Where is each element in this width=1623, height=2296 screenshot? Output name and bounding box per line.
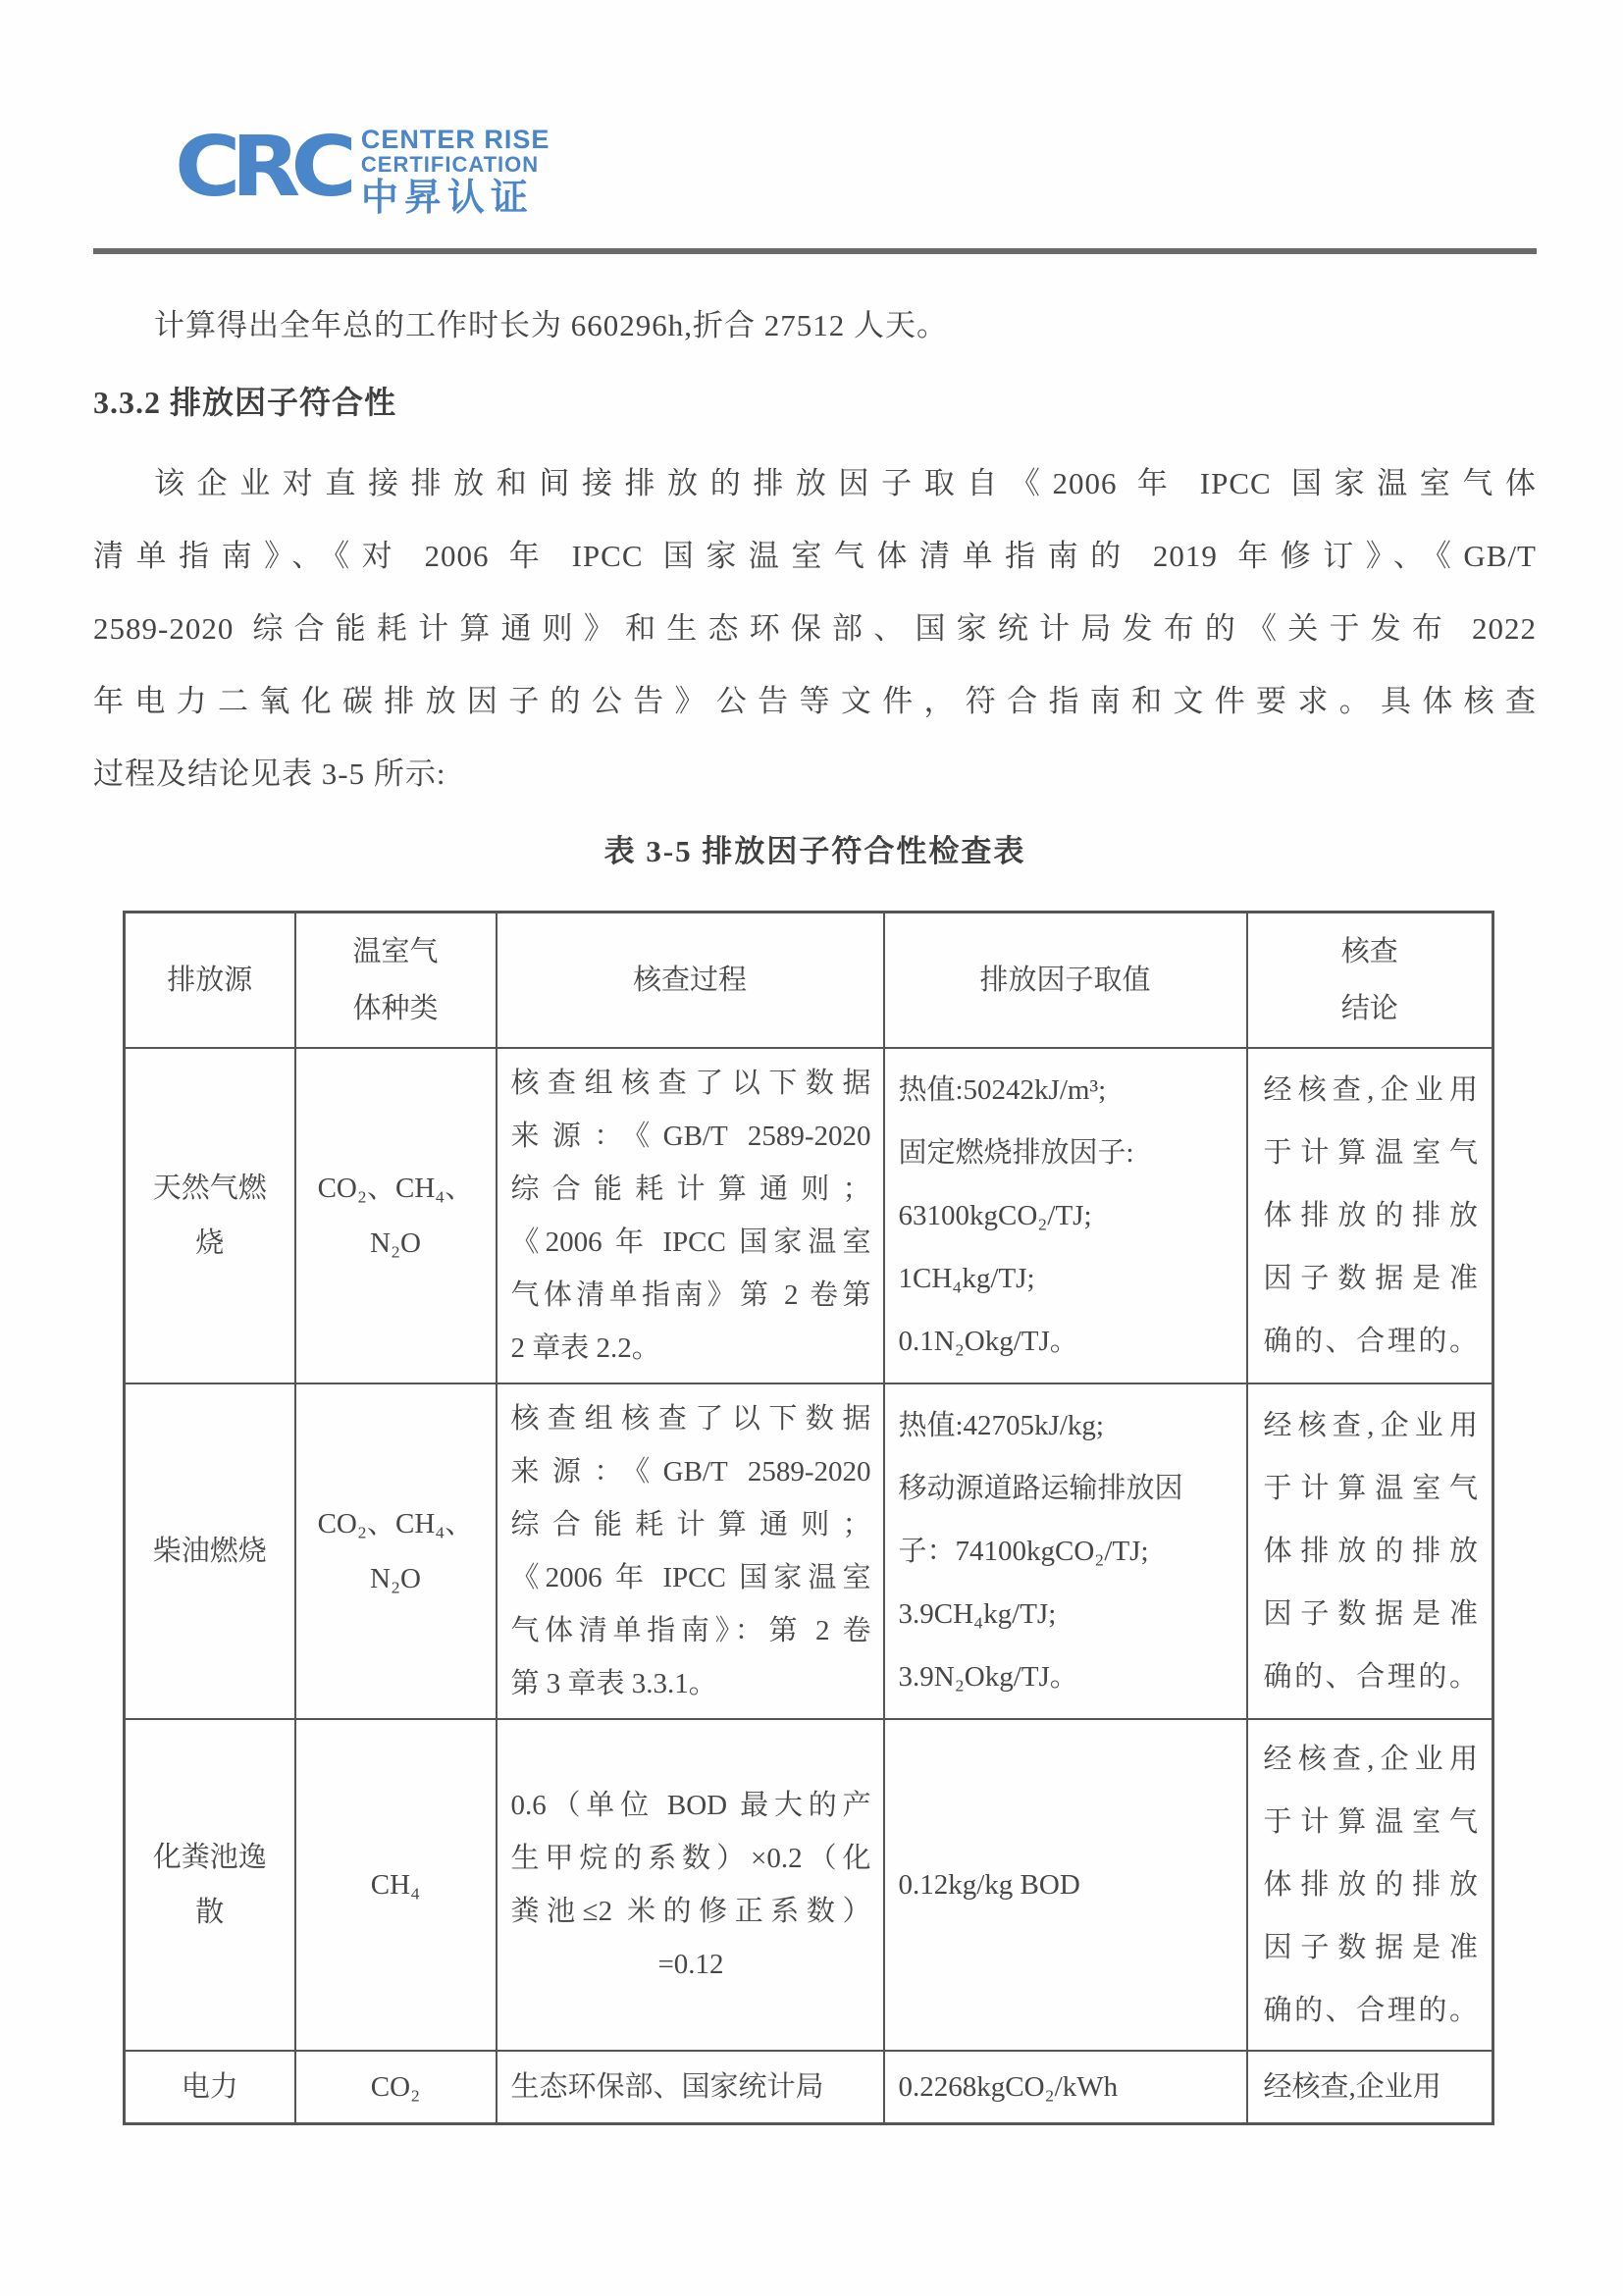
table-header-row <box>125 913 1493 1048</box>
cell-conclusion: 经核查,企业用 于计算温室气 体排放的排放 因子数据是准 确的、合理的。 <box>1247 1719 1493 2051</box>
cell-source: 化粪池逸 散 <box>125 1719 295 2051</box>
page-content <box>93 263 1537 2125</box>
logo-line-chinese-name: 中昇认证 <box>360 178 534 219</box>
table-row-septic-tank <box>125 1719 1493 2051</box>
cell-process: 核查组核查了以下数据 来源：《GB/T 2589-2020 综合能耗计算通则； 《2006 年 IPCC 国家温室 气体清单指南》：第 2 卷 第 3 章表 3.3.1。 <box>497 1383 884 1719</box>
cell-factor: 热值:50242kJ/m³; 固定燃烧排放因子: 63100kgCO₂/TJ; 1CH₄kg/TJ; 0.1N₂Okg/TJ。 <box>884 1048 1247 1383</box>
col-header-source: 排放源 <box>125 913 295 1048</box>
col-header-conclusion: 核查 结论 <box>1247 913 1493 1048</box>
cell-conclusion: 经核查,企业用 <box>1247 2051 1493 2124</box>
col-header-gases: 温室气 体种类 <box>295 913 497 1048</box>
cell-gases: CO₂ <box>295 2051 497 2124</box>
table-title: 表 3-5 排放因子符合性检查表 <box>603 834 1026 868</box>
intro-paragraph: 计算得出全年总的工作时长为 660296h,折合 27512 人天。 <box>154 308 948 342</box>
cell-source: 柴油燃烧 <box>125 1383 295 1719</box>
cell-factor: 0.12kg/kg BOD <box>884 1719 1247 2051</box>
cell-conclusion: 经核查,企业用 于计算温室气 体排放的排放 因子数据是准 确的、合理的。 <box>1247 1383 1493 1719</box>
cell-source: 电力 <box>125 2051 295 2124</box>
logo-line-certification: CERTIFICATION <box>360 152 540 177</box>
cell-factor: 热值:42705kJ/kg; 移动源道路运输排放因 子：74100kgCO₂/TJ; 3.9CH₄kg/TJ; 3.9N₂Okg/TJ。 <box>884 1383 1247 1719</box>
crc-logo <box>175 118 550 220</box>
cell-process: 生态环保部、国家统计局 <box>497 2051 884 2124</box>
cell-gases: CO₂、CH₄、N₂O <box>295 1383 497 1719</box>
crc-logo-icon: CRC <box>175 118 347 216</box>
col-header-factor: 排放因子取值 <box>884 913 1247 1048</box>
table-row-diesel <box>125 1383 1493 1719</box>
cell-source: 天然气燃 烧 <box>125 1048 295 1383</box>
cell-factor: 0.2268kgCO₂/kWh <box>884 2051 1247 2124</box>
header-divider-rule <box>93 248 1537 254</box>
logo-line-center-rise: CENTER RISE <box>360 125 550 154</box>
cell-gases: CO₂、CH₄、N₂O <box>295 1048 497 1383</box>
cell-gases: CH₄ <box>295 1719 497 2051</box>
section-heading: 3.3.2 排放因子符合性 <box>93 385 397 420</box>
table-row-natural-gas <box>125 1048 1493 1383</box>
col-header-process: 核查过程 <box>497 913 884 1048</box>
cell-conclusion: 经核查,企业用 于计算温室气 体排放的排放 因子数据是准 确的、合理的。 <box>1247 1048 1493 1383</box>
table-row-electricity <box>125 2051 1493 2124</box>
crc-logo-text <box>361 126 550 220</box>
cell-process: 核查组核查了以下数据 来源：《GB/T 2589-2020 综合能耗计算通则； 《2006 年 IPCC 国家温室 气体清单指南》第 2 卷第 2 章表 2.2。 <box>497 1048 884 1383</box>
cell-process: 0.6（单位 BOD 最大的产 生甲烷的系数）×0.2（化 粪池≤2 米的修正系数） =0.12 <box>497 1719 884 2051</box>
body-paragraph: 该企业对直接排放和间接排放的排放因子取自《2006 年 IPCC 国家温室气体 清单指南》、《对 2006 年 IPCC 国家温室气体清单指南的 2019 年修订》、《GB/T 2589-2020 综合能耗计算通则》和生态环保部、国家统计局发布的《关于发布 2022 年电力二氧化碳排放因子的公告》公告等文件，符合指南和文件要求。具体核查 过程及结论见表 3-5 所示: <box>93 466 1537 791</box>
emission-factor-table <box>123 911 1494 2125</box>
